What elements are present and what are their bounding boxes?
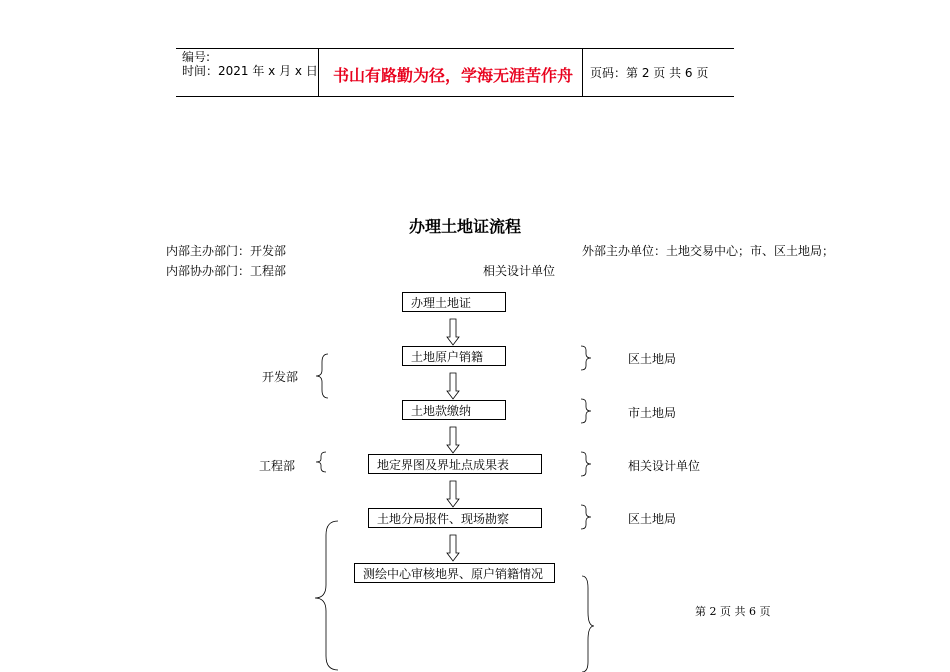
left-brace-large bbox=[315, 521, 338, 670]
right-label-city-bureau: 市土地局 bbox=[628, 406, 677, 420]
flow-step-boundary-map: 地定界图及界址点成果表 bbox=[368, 454, 542, 474]
down-arrow-icon bbox=[447, 319, 459, 345]
down-arrow-icon bbox=[447, 481, 459, 507]
flow-step-land-payment: 土地款缴纳 bbox=[402, 400, 506, 420]
right-brace-city bbox=[581, 399, 591, 423]
flow-step-survey-review: 测绘中心审核地界、原户销籍情况 bbox=[354, 563, 555, 583]
left-brace-development bbox=[316, 354, 328, 398]
down-arrow-icon bbox=[447, 535, 459, 561]
header-motto: 书山有路勤为径，学海无涯苦作舟 bbox=[333, 66, 574, 85]
header-page-label: 页码：第 2 页 共 6 页 bbox=[590, 66, 709, 80]
header-time-label: 时间：2021 年 x 月 x 日 bbox=[182, 64, 318, 78]
internal-assist-dept: 内部协办部门：工程部 bbox=[166, 264, 287, 278]
footer-page-note: 第 2 页 共 6 页 bbox=[695, 605, 771, 618]
document-title: 办理土地证流程 bbox=[409, 217, 522, 236]
right-label-design-unit: 相关设计单位 bbox=[628, 459, 701, 473]
right-label-district-bureau-2: 区土地局 bbox=[628, 512, 677, 526]
left-label-development: 开发部 bbox=[262, 370, 299, 384]
right-brace-design bbox=[581, 452, 591, 476]
down-arrow-icon bbox=[447, 427, 459, 453]
left-brace-engineering bbox=[316, 452, 326, 472]
external-main-unit: 外部主办单位：土地交易中心；市、区土地局； bbox=[582, 244, 835, 258]
internal-main-dept: 内部主办部门：开发部 bbox=[166, 244, 287, 258]
left-label-engineering: 工程部 bbox=[259, 459, 296, 473]
down-arrow-icon bbox=[447, 373, 459, 399]
header-number-label: 编号: bbox=[182, 50, 211, 64]
flow-step-apply-certificate: 办理土地证 bbox=[402, 292, 506, 312]
right-label-district-bureau-1: 区土地局 bbox=[628, 352, 677, 366]
flow-step-deregister-land: 土地原户销籍 bbox=[402, 346, 506, 366]
external-assist-unit: 相关设计单位 bbox=[483, 264, 556, 278]
right-brace-district-1 bbox=[581, 346, 591, 370]
flow-step-branch-filing: 土地分局报件、现场勘察 bbox=[368, 508, 542, 528]
right-brace-district-2 bbox=[581, 505, 591, 529]
right-brace-large bbox=[582, 576, 594, 672]
